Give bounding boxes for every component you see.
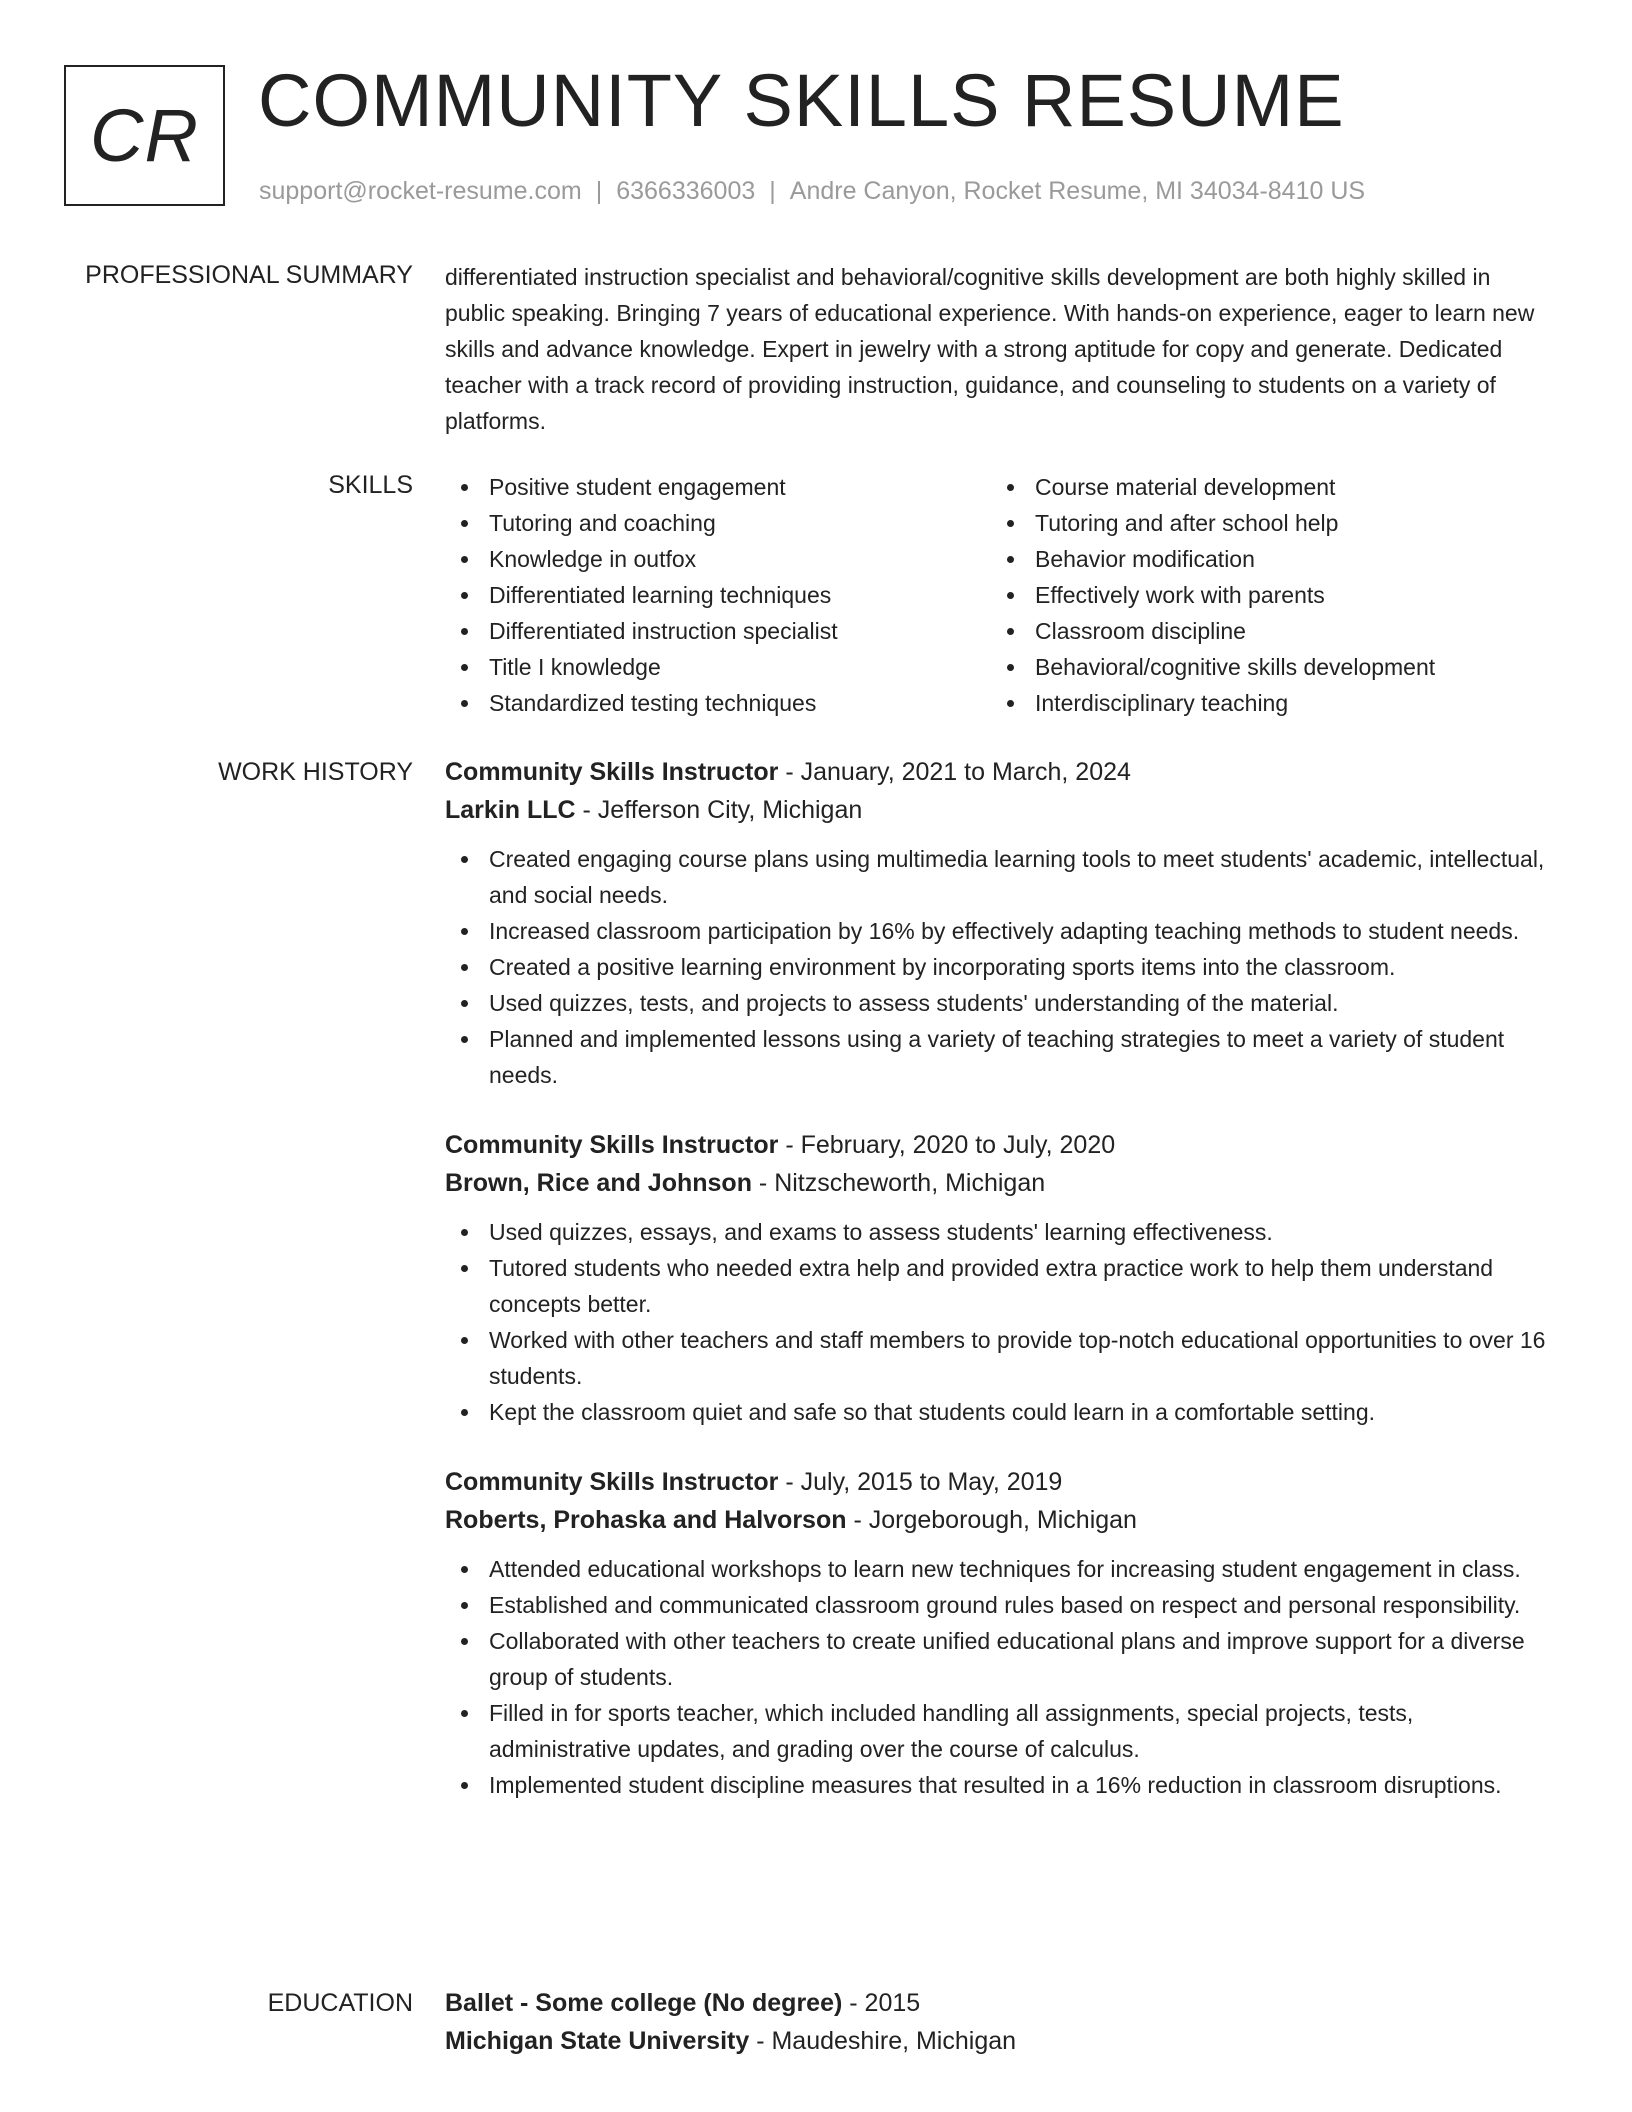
education-school-line [445, 2022, 1555, 2060]
job-company-line [445, 1501, 1555, 1539]
job-location: - Nitzscheworth, Michigan [751, 1169, 1046, 1197]
skill-item: Differentiated learning techniques [445, 577, 991, 613]
job-bullet: Used quizzes, essays, and exams to assess students' learning effectiveness. [445, 1214, 1555, 1250]
job-bullet: Collaborated with other teachers to create unified educational plans and improve support for a diverse group of students. [445, 1623, 1555, 1695]
job-bullet: Filled in for sports teacher, which included handling all assignments, special projects, tests, administrative updates, and grading over the course of calculus. [445, 1695, 1555, 1767]
skill-item: Tutoring and after school help [991, 505, 1435, 541]
job-company-line [445, 1164, 1555, 1202]
summary-text: differentiated instruction specialist and behavioral/cognitive skills development are both highly skilled in public speaking. Bringing 7 years of educational experience. With hands-on experience, eager to learn new skills and advance knowledge. Expert in jewelry with a strong aptitude for copy and generate. Dedicated teacher with a track record of providing instruction, guidance, and counseling to students on a variety of platforms. [445, 264, 1535, 434]
job-bullet: Kept the classroom quiet and safe so that students could learn in a comfortable setting. [445, 1394, 1555, 1430]
job-company: Brown, Rice and Johnson [445, 1169, 752, 1197]
job-title: Community Skills Instructor [445, 1468, 779, 1496]
job-bullet: Used quizzes, tests, and projects to assess students' understanding of the material. [445, 985, 1555, 1021]
contact-address: Andre Canyon, Rocket Resume, MI 34034-8410 US [789, 177, 1366, 205]
skill-item: Classroom discipline [991, 613, 1435, 649]
job-dates: - February, 2020 to July, 2020 [778, 1131, 1116, 1159]
skill-item: Behavioral/cognitive skills development [991, 649, 1435, 685]
contact-separator: | [595, 177, 603, 205]
job-dates: - January, 2021 to March, 2024 [778, 758, 1131, 786]
education-school: Michigan State University [445, 2027, 750, 2055]
skill-item: Effectively work with parents [991, 577, 1435, 613]
job-title: Community Skills Instructor [445, 1131, 779, 1159]
job-bullet: Established and communicated classroom ground rules based on respect and personal responsibility. [445, 1587, 1555, 1623]
resume-title: COMMUNITY SKILLS RESUME [258, 59, 1345, 142]
job-company-line [445, 791, 1555, 829]
job-entry [445, 1463, 1555, 1803]
skills-list-left [445, 469, 991, 721]
job-dates: - July, 2015 to May, 2019 [778, 1468, 1063, 1496]
education-degree: Ballet - Some college (No degree) [445, 1989, 843, 2017]
job-company: Larkin LLC [445, 796, 576, 824]
job-bullet: Increased classroom participation by 16% by effectively adapting teaching methods to student needs. [445, 913, 1555, 949]
job-bullet: Created a positive learning environment by incorporating sports items into the classroom. [445, 949, 1555, 985]
job-title-line [445, 1463, 1555, 1501]
job-bullet: Implemented student discipline measures that resulted in a 16% reduction in classroom disruptions. [445, 1767, 1555, 1803]
job-company: Roberts, Prohaska and Halvorson [445, 1506, 847, 1534]
section-label-work-history: WORK HISTORY [218, 758, 413, 786]
section-label-summary: PROFESSIONAL SUMMARY [85, 261, 413, 289]
skill-item: Course material development [991, 469, 1435, 505]
skill-item: Behavior modification [991, 541, 1435, 577]
skill-item: Title I knowledge [445, 649, 991, 685]
job-title: Community Skills Instructor [445, 758, 779, 786]
skills-list-right [991, 469, 1435, 721]
contact-phone[interactable]: 6366336003 [616, 177, 756, 205]
education-year: - 2015 [842, 1989, 921, 2017]
skill-item: Differentiated instruction specialist [445, 613, 991, 649]
job-title-line [445, 753, 1555, 791]
skill-item: Positive student engagement [445, 469, 991, 505]
skill-item: Knowledge in outfox [445, 541, 991, 577]
job-bullet: Worked with other teachers and staff members to provide top-notch educational opportunities to over 16 students. [445, 1322, 1555, 1394]
section-label-skills: SKILLS [328, 471, 413, 499]
skill-item: Standardized testing techniques [445, 685, 991, 721]
job-bullets [445, 841, 1555, 1093]
skill-item: Tutoring and coaching [445, 505, 991, 541]
monogram-logo: CR [64, 65, 225, 206]
job-location: - Jorgeborough, Michigan [846, 1506, 1137, 1534]
section-label-education: EDUCATION [267, 1989, 413, 2017]
job-bullet: Tutored students who needed extra help and provided extra practice work to help them understand concepts better. [445, 1250, 1555, 1322]
job-entry [445, 1126, 1555, 1430]
skill-item: Interdisciplinary teaching [991, 685, 1435, 721]
job-location: - Jefferson City, Michigan [575, 796, 863, 824]
job-bullets [445, 1551, 1555, 1803]
job-bullet: Created engaging course plans using multimedia learning tools to meet students' academic, intellectual, and social needs. [445, 841, 1555, 913]
contact-separator: | [769, 177, 776, 205]
job-bullets [445, 1214, 1555, 1430]
job-entry [445, 753, 1555, 1093]
education-location: - Maudeshire, Michigan [749, 2027, 1017, 2055]
contact-line [259, 174, 1365, 208]
job-bullet: Attended educational workshops to learn new techniques for increasing student engagement in class. [445, 1551, 1555, 1587]
contact-email[interactable]: support@rocket-resume.com [259, 177, 582, 205]
job-bullet: Planned and implemented lessons using a variety of teaching strategies to meet a variety of student needs. [445, 1021, 1555, 1093]
job-title-line [445, 1126, 1555, 1164]
education-degree-line [445, 1984, 1555, 2022]
